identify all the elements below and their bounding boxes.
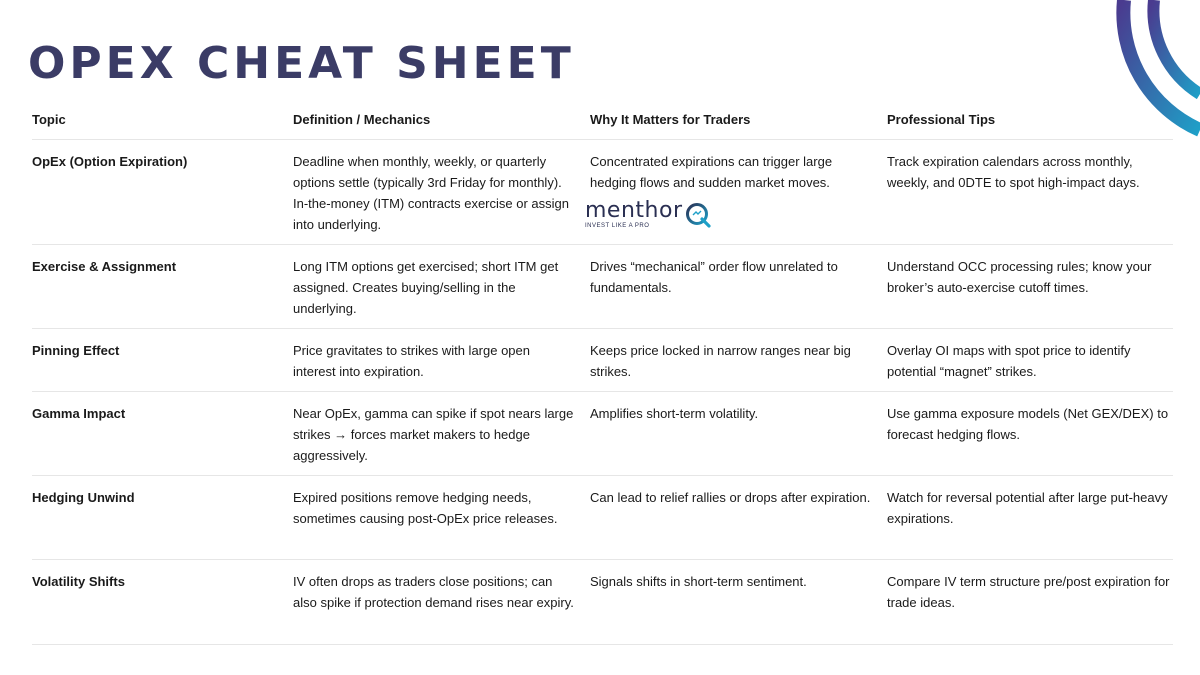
row-tips: Use gamma exposure models (Net GEX/DEX) to forecast hedging flows. [887,406,1169,442]
header-definition: Definition / Mechanics [293,112,431,127]
table-row [32,329,1173,392]
row-why: Keeps price locked in narrow ranges near big strikes. [590,343,851,379]
table-row [32,245,1173,329]
table-row [32,560,1173,645]
logo-wordmark: menthor [585,198,683,223]
menthorq-logo [585,200,712,230]
header-tips: Professional Tips [887,112,996,127]
row-topic: OpEx (Option Expiration) [32,154,188,169]
row-why: Signals shifts in short-term sentiment. [590,574,807,589]
page-title: OPEX CHEAT SHEET [28,38,575,89]
table-header-row [32,100,1173,140]
row-definition: IV often drops as traders close positions; can also spike if protection demand rises near expiry. [293,574,574,610]
row-tips: Compare IV term structure pre/post expiration for trade ideas. [887,574,1170,610]
row-tips: Watch for reversal potential after large put-heavy expirations. [887,490,1168,526]
row-why: Concentrated expirations can trigger large hedging flows and sudden market moves. [590,154,833,190]
row-definition: Near OpEx, gamma can spike if spot nears large strikes → forces market makers to hedge aggressively. [293,406,574,463]
row-why: Amplifies short-term volatility. [590,406,759,421]
row-tips: Overlay OI maps with spot price to identify potential “magnet” strikes. [887,343,1131,379]
header-topic: Topic [32,112,66,127]
table-row [32,392,1173,476]
row-definition: Deadline when monthly, weekly, or quarterly options settle (typically 3rd Friday for monthly). In-the-money (ITM) contracts exercise or assign into underlying. [293,154,569,232]
row-topic: Pinning Effect [32,343,120,358]
header-why: Why It Matters for Traders [590,112,751,127]
row-definition: Long ITM options get exercised; short ITM get assigned. Creates buying/selling in the underlying. [293,259,559,316]
row-definition: Expired positions remove hedging needs, sometimes causing post-OpEx price releases. [293,490,558,526]
row-topic: Gamma Impact [32,406,126,421]
inner-arc [1153,0,1200,94]
row-why: Can lead to relief rallies or drops after expiration. [590,490,871,505]
row-tips: Understand OCC processing rules; know your broker’s auto-exercise cutoff times. [887,259,1152,295]
logo-tagline: INVEST LIKE A PRO [585,223,650,229]
row-topic: Volatility Shifts [32,574,125,589]
table-row [32,476,1173,560]
row-definition: Price gravitates to strikes with large open interest into expiration. [293,343,530,379]
row-why: Drives “mechanical” order flow unrelated to fundamentals. [590,259,838,295]
q-magnifier-icon [684,201,712,229]
cheat-sheet-table [32,100,1173,645]
row-topic: Hedging Unwind [32,490,135,505]
row-topic: Exercise & Assignment [32,259,177,274]
row-tips: Track expiration calendars across monthly, weekly, and 0DTE to spot high-impact days. [887,154,1140,190]
